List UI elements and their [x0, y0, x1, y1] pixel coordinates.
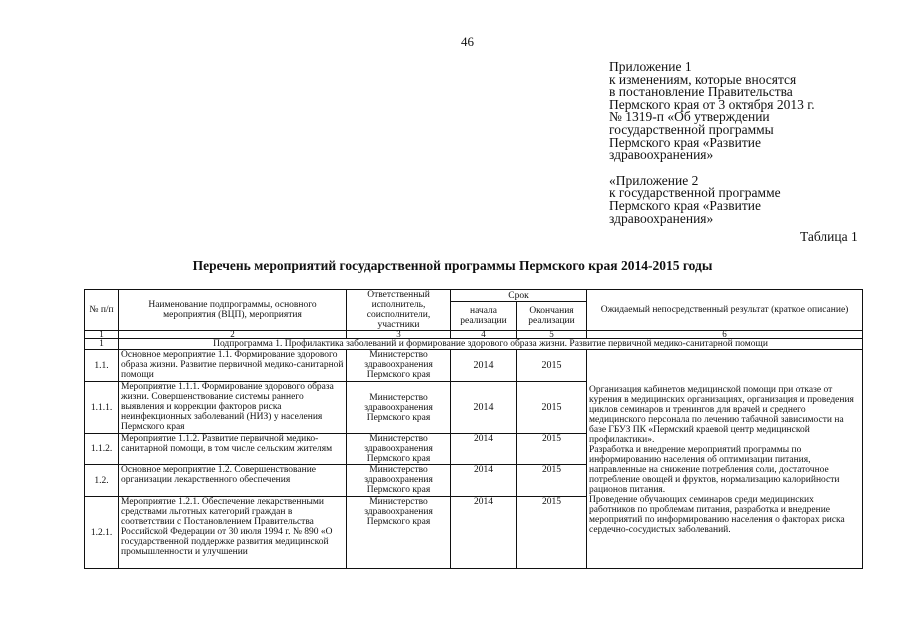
appendix-line: Пермского края «Развитие	[609, 134, 761, 150]
header-name: Наименование подпрограммы, основного мероприятия (ВЦП), мероприятия	[119, 290, 347, 331]
appendix-line: здравоохранения»	[609, 210, 714, 226]
row-name: Мероприятие 1.1.1. Формирование здорового образа жизни. Совершенствование системы раннего выявления и коррекции факторов риска неинфекционных заболеваний (НИЗ) у населения Пермского края	[119, 382, 347, 434]
header-start: начала реализации	[451, 302, 517, 331]
header-result: Ожидаемый непосредственный результат (краткое описание)	[587, 290, 863, 331]
column-number: 4	[451, 331, 517, 339]
row-num: 1.2.	[85, 465, 119, 497]
table-row	[85, 350, 863, 382]
column-numbers-row	[85, 331, 863, 339]
appendix-line: «Приложение 2	[609, 172, 699, 188]
table-label: Таблица 1	[800, 229, 858, 244]
row-name: Основное мероприятие 1.1. Формирование здорового образа жизни. Развитие первичной медико-санитарной помощи	[119, 350, 347, 382]
row-executor: Министерство здравоохранения Пермского края	[347, 497, 451, 569]
row-num: 1.2.1.	[85, 497, 119, 569]
row-name: Мероприятие 1.1.2. Развитие первичной медико-санитарной помощи, в том числе сельским жителям	[119, 434, 347, 465]
header-term: Срок	[451, 290, 587, 302]
row-executor: Министерство здравоохранения Пермского края	[347, 350, 451, 382]
row-end: 2015	[517, 382, 587, 434]
column-number: 6	[587, 331, 863, 339]
row-end: 2015	[517, 465, 587, 497]
result-paragraph: Организация кабинетов медицинской помощи при отказе от курения в медицинских организациях, организация и проведения циклов семинаров и тренингов для врачей и среднего медицинского персонала по лечению табачной зависимости на базе ГБУЗ ПК «Пермский краевой центр медицинской профилактики».	[589, 385, 854, 445]
result-cell	[587, 350, 863, 569]
row-name: Мероприятие 1.2.1. Обеспечение лекарственными средствами льготных категорий граждан в соответствии с Постановлением Правительства Российской Федерации от 30 июля 1994 г. № 890 «О государственной поддержке развития медицинской промышленности и улучшении	[119, 497, 347, 569]
appendix-line: Пермского края от 3 октября 2013 г.	[609, 96, 815, 112]
row-start: 2014	[451, 465, 517, 497]
row-num: 1.1.2.	[85, 434, 119, 465]
header-executor: Ответственный исполнитель, соисполнители, участники	[347, 290, 451, 331]
row-start: 2014	[451, 434, 517, 465]
column-number: 2	[119, 331, 347, 339]
appendix-line: № 1319-п «Об утверждении	[609, 109, 770, 125]
page-number: 46	[461, 34, 474, 49]
row-end: 2015	[517, 350, 587, 382]
appendix-line: в постановление Правительства	[609, 84, 793, 100]
result-paragraph: Проведение обучающих семинаров среди медицинских работников по проблемам питания, разработка и внедрение мероприятий по информированию населения о факторах риска сердечно-сосудистых заболеваний.	[589, 495, 845, 535]
appendix-block	[609, 61, 879, 225]
row-name: Основное мероприятие 1.2. Совершенствование организации лекарственного обеспечения	[119, 465, 347, 497]
row-start: 2014	[451, 497, 517, 569]
row-num: 1.1.1.	[85, 382, 119, 434]
row-executor: Министерство здравоохранения Пермского края	[347, 434, 451, 465]
appendix-line: государственной программы	[609, 121, 774, 137]
appendix-line: Пермского края «Развитие	[609, 197, 761, 213]
row-executor: Министерство здравоохранения Пермского края	[347, 465, 451, 497]
appendix-line: Приложение 1	[609, 59, 692, 74]
appendix-line: к изменениям, которые вносятся	[609, 71, 797, 87]
row-start: 2014	[451, 350, 517, 382]
column-number: 1	[85, 331, 119, 339]
row-num: 1.1.	[85, 350, 119, 382]
subprogram-row	[85, 339, 863, 350]
column-number: 5	[517, 331, 587, 339]
appendix-line: здравоохранения»	[609, 147, 714, 163]
row-end: 2015	[517, 497, 587, 569]
column-number: 3	[347, 331, 451, 339]
row-executor: Министерство здравоохранения Пермского края	[347, 382, 451, 434]
appendix-line: к государственной программе	[609, 185, 781, 201]
subprogram-num: 1	[85, 339, 119, 350]
document-title: Перечень мероприятий государственной программы Пермского края 2014-2015 годы	[192, 258, 713, 273]
measures-table	[84, 289, 863, 569]
header-end: Окончания реализации	[517, 302, 587, 331]
row-end: 2015	[517, 434, 587, 465]
result-paragraph: Разработка и внедрение мероприятий программы по информированию населения об оптимизации питания, направленные на снижение потребления соли, достаточное потребление овощей и фруктов, нормализацию калорийности рационов питания.	[589, 445, 840, 495]
subprogram-title: Подпрограмма 1. Профилактика заболеваний и формирование здорового образа жизни. Развитие первичной медико-санитарной помощи	[119, 339, 863, 350]
row-start: 2014	[451, 382, 517, 434]
header-num: № п/п	[85, 290, 119, 331]
